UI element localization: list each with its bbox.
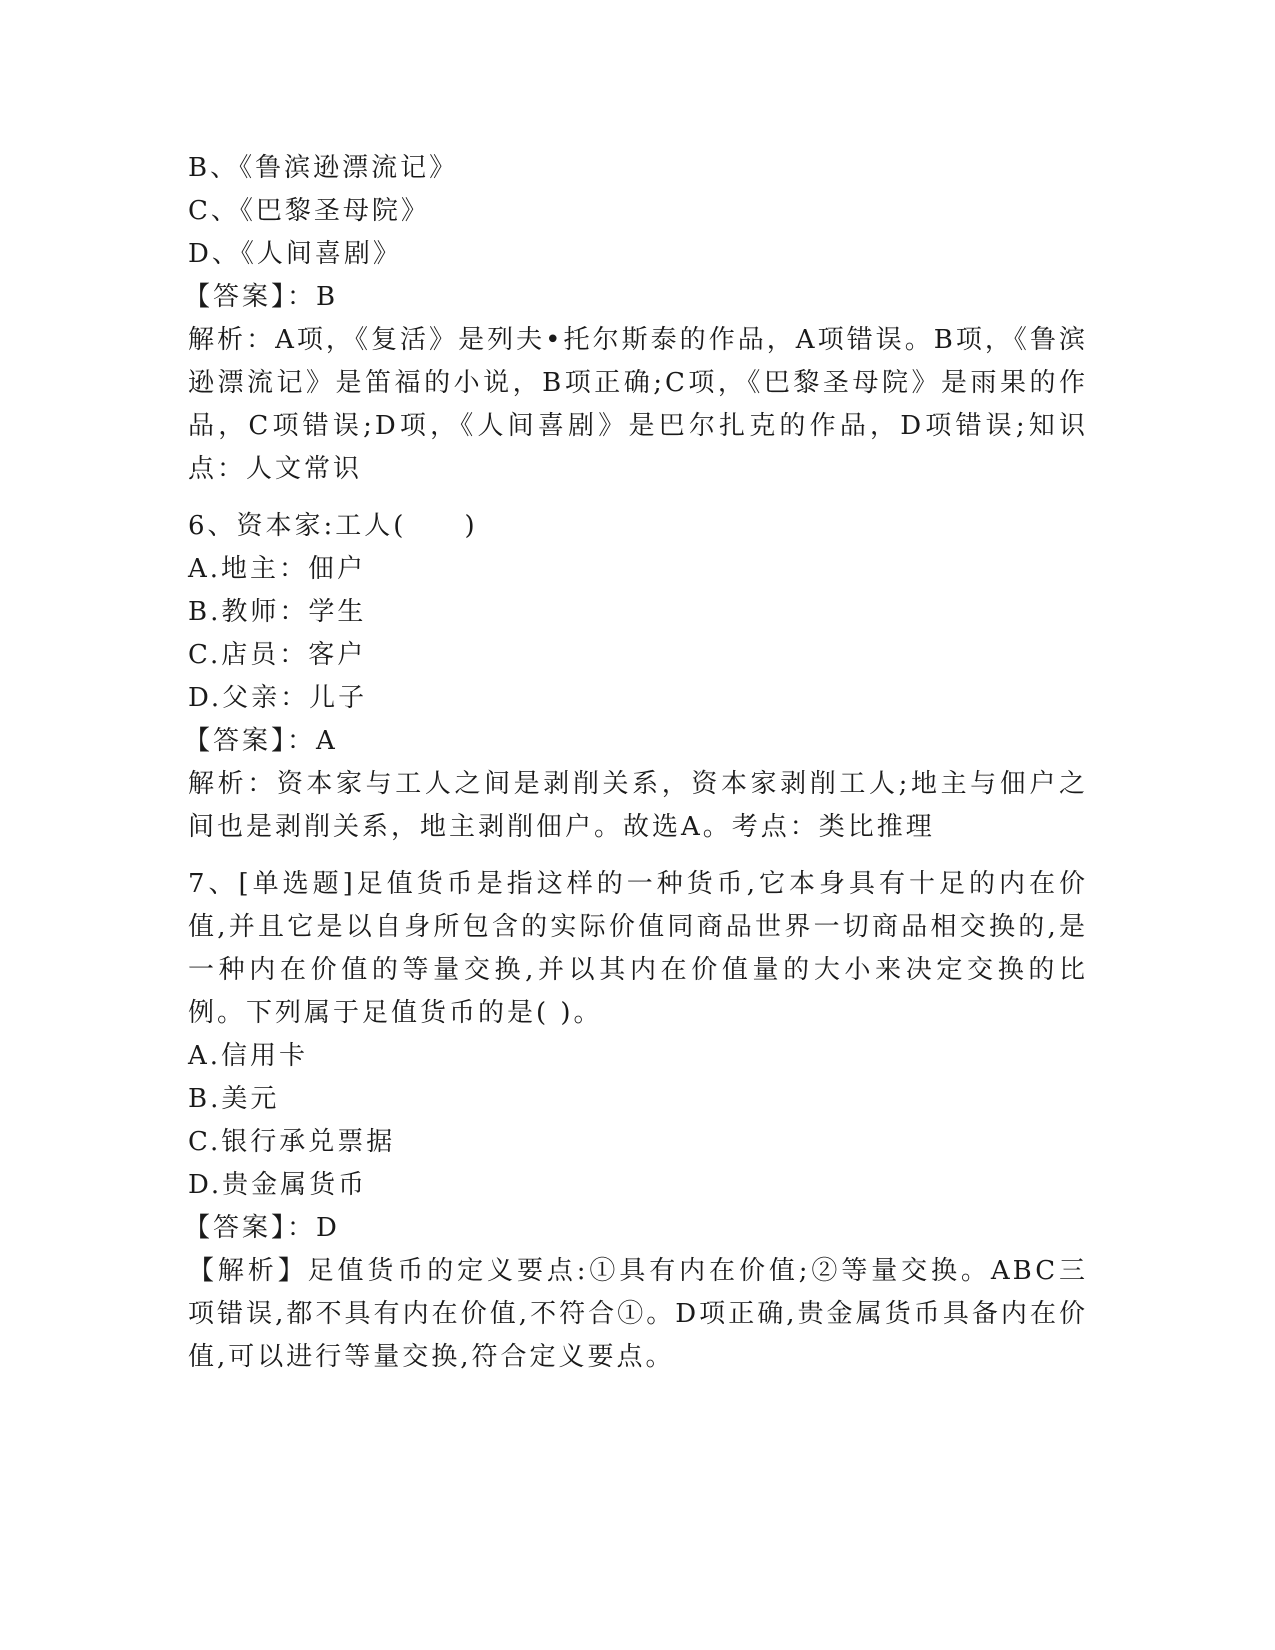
q6-option-d: D.父亲：儿子 bbox=[188, 683, 368, 713]
q7-option-c: C.银行承兑票据 bbox=[188, 1127, 396, 1157]
spacer bbox=[188, 849, 1088, 863]
q6-option-a: A.地主：佃户 bbox=[188, 554, 367, 584]
q5-answer: 【答案】：B bbox=[184, 282, 339, 312]
q7-option-a: A.信用卡 bbox=[188, 1041, 309, 1071]
q7-answer: 【答案】：D bbox=[184, 1213, 340, 1243]
q7-analysis: 【解析】足值货币的定义要点:①具有内在价值;②等量交换。ABC三项错误,都不具有内在价值,不符合①。D项正确,贵金属货币具备内在价值,可以进行等量交换,符合定义要点。 bbox=[188, 1256, 1088, 1372]
q6-analysis: 解析：资本家与工人之间是剥削关系，资本家剥削工人;地主与佃户之间也是剥削关系，地主剥削佃户。故选A。考点：类比推理 bbox=[188, 769, 1088, 842]
q6-question: 6、资本家:工人( ) bbox=[188, 511, 478, 541]
q5-option-b: B、《鲁滨逊漂流记》 bbox=[188, 153, 459, 183]
q6-answer: 【答案】：A bbox=[184, 726, 338, 756]
q5-analysis: 解析：A项，《复活》是列夫•托尔斯泰的作品，A项错误。B项，《鲁滨逊漂流记》是笛福的小说，B项正确;C项，《巴黎圣母院》是雨果的作品，C项错误;D项，《人间喜剧》是巴尔扎克的作品，D项错误;知识点：人文常识 bbox=[188, 325, 1088, 484]
q7-option-d: D.贵金属货币 bbox=[188, 1170, 368, 1200]
spacer bbox=[188, 491, 1088, 505]
document-content bbox=[184, 147, 1088, 1379]
q7-option-b: B.美元 bbox=[188, 1084, 280, 1114]
q5-option-d: D、《人间喜剧》 bbox=[188, 239, 402, 269]
q6-option-c: C.店员：客户 bbox=[188, 640, 367, 670]
q7-question: 7、[单选题]足值货币是指这样的一种货币,它本身具有十足的内在价值,并且它是以自身所包含的实际价值同商品世界一切商品相交换的,是一种内在价值的等量交换,并以其内在价值量的大小来决定交换的比例。下列属于足值货币的是( )。 bbox=[188, 869, 1088, 1028]
q6-option-b: B.教师：学生 bbox=[188, 597, 367, 627]
q5-option-c: C、《巴黎圣母院》 bbox=[188, 196, 430, 226]
